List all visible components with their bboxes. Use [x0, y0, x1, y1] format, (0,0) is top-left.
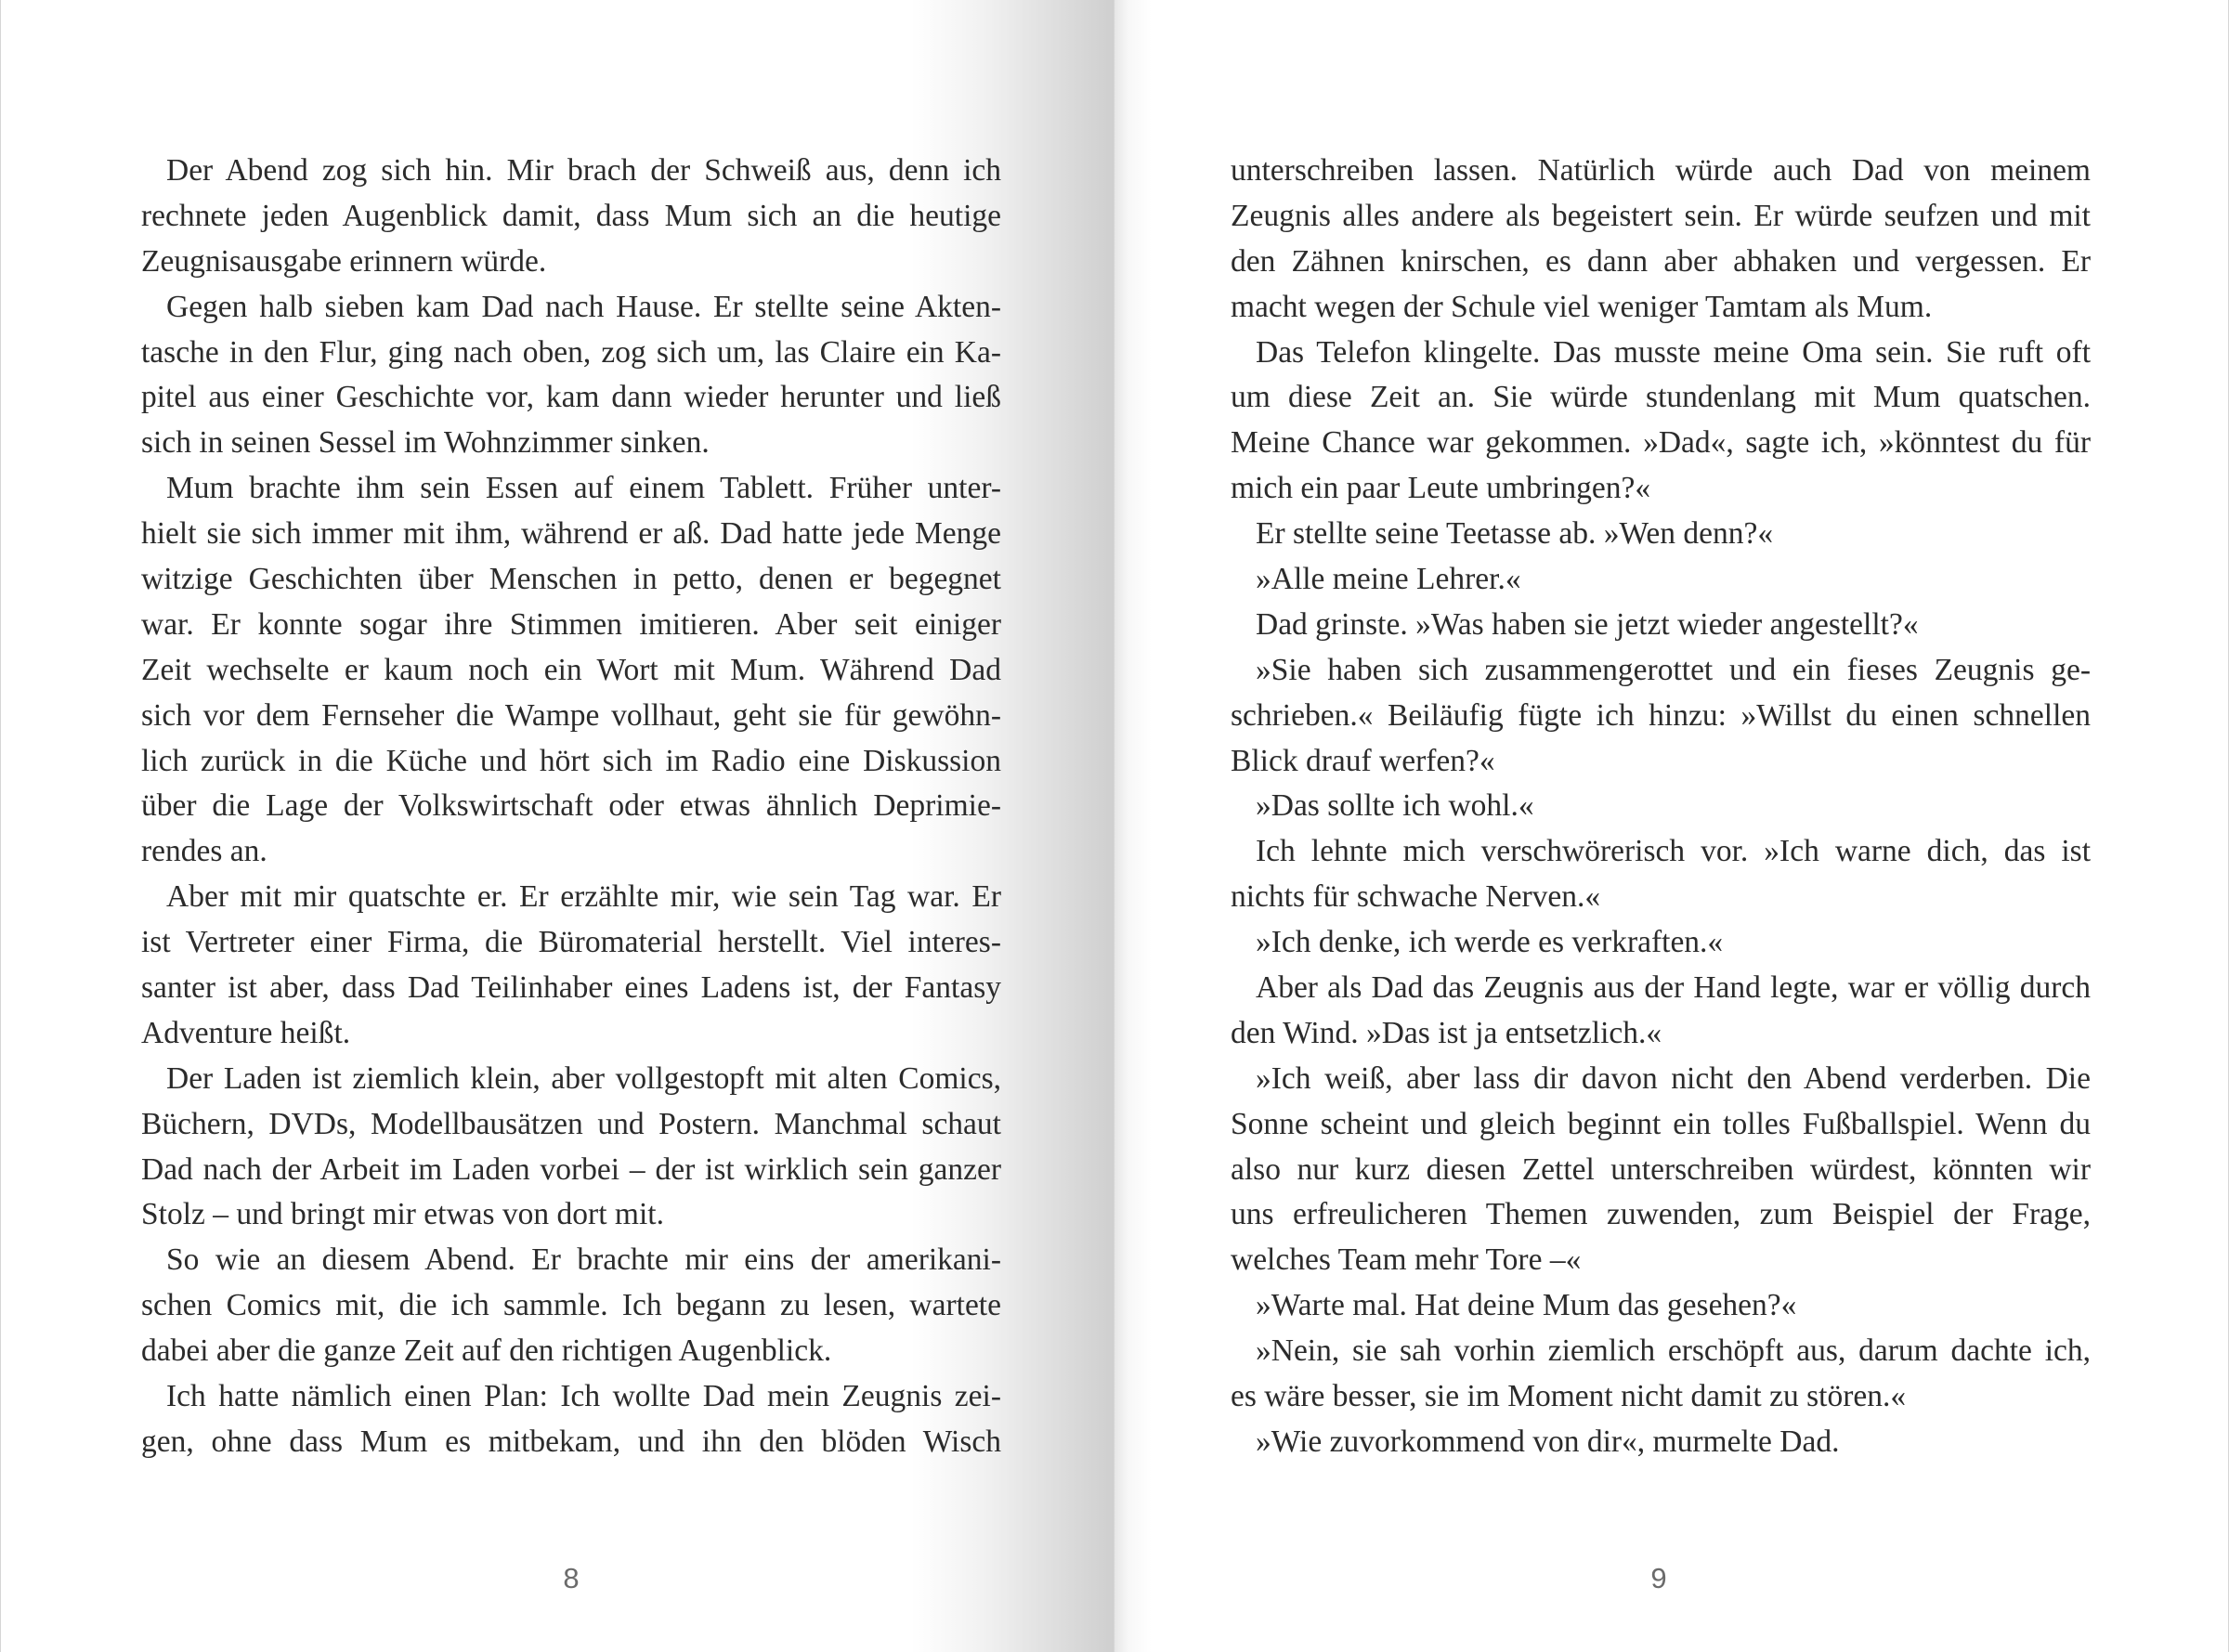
text-line: rechnete jeden Augenblick damit, dass Mum sich an die heutige [141, 198, 1001, 233]
text-line: »Nein, sie sah vorhin ziemlich erschöpft aus, darum dachte ich, [1256, 1333, 2091, 1369]
page-number-right: 9 [1650, 1562, 1667, 1594]
text-line: Stolz – und bringt mir etwas von dort mit. [141, 1197, 664, 1232]
text-line: Mum brachte ihm sein Essen auf einem Tablett. Früher unter- [166, 471, 1001, 506]
text-line: »Wie zuvorkommend von dir«, murmelte Dad. [1256, 1424, 1840, 1459]
text-line: witzige Geschichten über Menschen in petto, denen er begegnet [141, 562, 1001, 597]
text-line: »Warte mal. Hat deine Mum das gesehen?« [1256, 1288, 1797, 1323]
text-line: »Ich weiß, aber lass dir davon nicht den Abend verderben. Die [1256, 1060, 2091, 1096]
text-line: »Alle meine Lehrer.« [1256, 562, 1521, 597]
text-line: Meine Chance war gekommen. »Dad«, sagte ich, »könntest du für [1231, 425, 2091, 461]
text-line: rendes an. [141, 834, 267, 869]
text-line: Der Abend zog sich hin. Mir brach der Schweiß aus, denn ich [166, 153, 1001, 188]
text-line: unterschreiben lassen. Natürlich würde auch Dad von meinem [1231, 153, 2091, 188]
text-line: schrieben.« Beiläufig fügte ich hinzu: »Willst du einen schnellen [1231, 697, 2091, 733]
text-line: Gegen halb sieben kam Dad nach Hause. Er stellte seine Akten- [166, 289, 1001, 324]
text-line: »Sie haben sich zusammengerottet und ein fieses Zeugnis ge- [1256, 652, 2091, 687]
text-line: tasche in den Flur, ging nach oben, zog sich um, las Claire ein Ka- [141, 334, 1001, 370]
text-line: »Ich denke, ich werde es verkraften.« [1256, 925, 1724, 960]
left-page-text [141, 149, 1001, 1465]
text-line: Sonne scheint und gleich beginnt ein tolles Fußballspiel. Wenn du [1231, 1106, 2091, 1141]
text-line: schen Comics mit, die ich sammle. Ich begann zu lesen, wartete [141, 1288, 1001, 1323]
text-line: Zeugnisausgabe erinnern würde. [141, 243, 547, 279]
text-line: Blick drauf werfen?« [1231, 743, 1495, 778]
text-line: also nur kurz diesen Zettel unterschreiben würdest, könnten wir [1231, 1151, 2091, 1187]
text-line: macht wegen der Schule viel weniger Tamtam als Mum. [1231, 289, 1933, 324]
text-line: über die Lage der Volkswirtschaft oder etwas ähnlich Deprimie- [141, 788, 1001, 824]
text-line: war. Er konnte sogar ihre Stimmen imitieren. Aber seit einiger [141, 606, 1001, 642]
text-line: Zeugnis alles andere als begeistert sein. Er würde seufzen und mit [1231, 198, 2091, 233]
text-line: dabei aber die ganze Zeit auf den richtigen Augenblick. [141, 1333, 832, 1369]
text-line: es wäre besser, sie im Moment nicht damit zu stören.« [1231, 1379, 1907, 1414]
text-line: »Das sollte ich wohl.« [1256, 788, 1534, 824]
text-line: Dad grinste. »Was haben sie jetzt wieder angestellt?« [1256, 606, 1919, 642]
text-line: Der Laden ist ziemlich klein, aber vollgestopft mit alten Comics, [166, 1060, 1001, 1096]
text-line: santer ist aber, dass Dad Teilinhaber eines Ladens ist, der Fantasy [141, 970, 1001, 1006]
text-line: Büchern, DVDs, Modellbausätzen und Postern. Manchmal schaut [141, 1106, 1001, 1141]
left-page [0, 0, 1114, 1652]
text-line: Ich lehnte mich verschwörerisch vor. »Ich warne dich, das ist [1256, 834, 2091, 869]
text-line: sich in seinen Sessel im Wohnzimmer sinken. [141, 425, 710, 461]
right-page-text [1231, 149, 2091, 1465]
text-line: Aber als Dad das Zeugnis aus der Hand legte, war er völlig durch [1256, 970, 2091, 1006]
text-line: Das Telefon klingelte. Das musste meine Oma sein. Sie ruft oft [1256, 334, 2091, 370]
text-line: welches Team mehr Tore –« [1231, 1242, 1582, 1278]
text-line: hielt sie sich immer mit ihm, während er aß. Dad hatte jede Menge [141, 516, 1001, 552]
text-line: Aber mit mir quatschte er. Er erzählte mir, wie sein Tag war. Er [166, 879, 1001, 915]
text-line: Er stellte seine Teetasse ab. »Wen denn?« [1256, 516, 1774, 552]
right-page [1114, 0, 2229, 1652]
text-line: Zeit wechselte er kaum noch ein Wort mit Mum. Während Dad [141, 652, 1001, 687]
text-line: pitel aus einer Geschichte vor, kam dann wieder herunter und ließ [141, 380, 1001, 415]
text-line: mich ein paar Leute umbringen?« [1231, 471, 1651, 506]
text-line: sich vor dem Fernseher die Wampe vollhaut, geht sie für gewöhn- [141, 697, 1001, 733]
text-line: Dad nach der Arbeit im Laden vorbei – der ist wirklich sein ganzer [141, 1151, 1001, 1187]
text-line: um diese Zeit an. Sie würde stundenlang mit Mum quatschen. [1231, 380, 2091, 415]
text-line: nichts für schwache Nerven.« [1231, 879, 1601, 915]
page-number-left: 8 [563, 1562, 580, 1594]
text-line: gen, ohne dass Mum es mitbekam, und ihn den blöden Wisch [141, 1424, 1001, 1459]
text-line: lich zurück in die Küche und hört sich im Radio eine Diskussion [141, 743, 1001, 778]
text-line: ist Vertreter einer Firma, die Büromaterial herstellt. Viel interes- [141, 925, 1001, 960]
text-line: uns erfreulicheren Themen zuwenden, zum Beispiel der Frage, [1231, 1197, 2091, 1232]
text-line: den Zähnen knirschen, es dann aber abhaken und vergessen. Er [1231, 243, 2091, 279]
text-line: den Wind. »Das ist ja entsetzlich.« [1231, 1015, 1662, 1050]
text-line: Ich hatte nämlich einen Plan: Ich wollte Dad mein Zeugnis zei- [166, 1379, 1001, 1414]
text-line: So wie an diesem Abend. Er brachte mir eins der amerikani- [166, 1242, 1001, 1278]
text-line: Adventure heißt. [141, 1015, 351, 1050]
